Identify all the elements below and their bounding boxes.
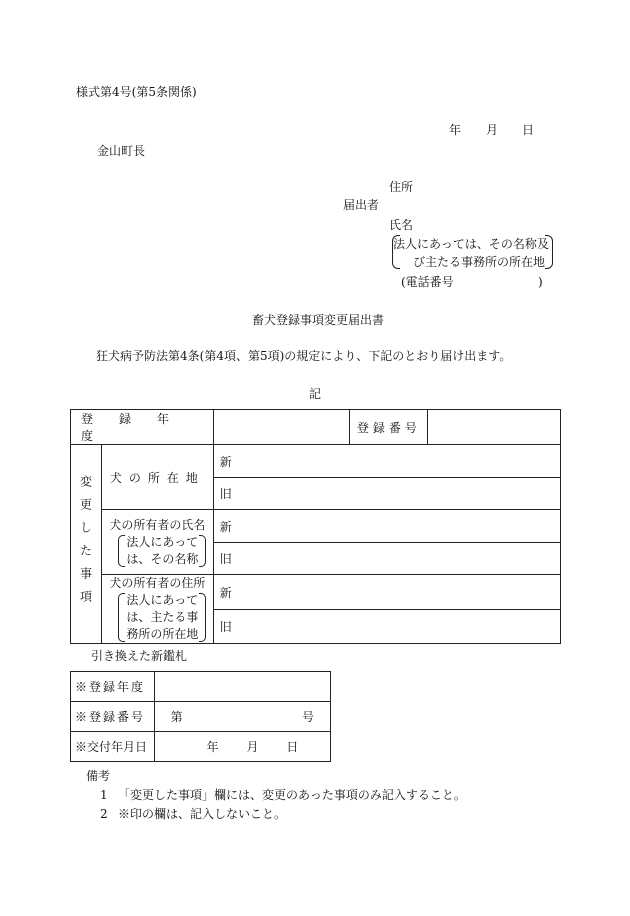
note-2-number: 2: [100, 807, 108, 821]
note-2-text: ※印の欄は、記入しないこと。: [118, 807, 287, 821]
applicant-name-label: 氏名: [389, 218, 414, 232]
tag-reg-number-field[interactable]: [154, 702, 330, 732]
statement: 狂犬病予防法第4条(第4項、第5項)の規定により、下記のとおり届け出ます。: [96, 349, 512, 363]
reg-number-field[interactable]: [428, 410, 561, 445]
owner-name-new-field[interactable]: [213, 510, 560, 543]
document-title: 畜犬登録事項変更届出書: [252, 313, 385, 327]
corporate-note-line2: び主たる事務所の所在地: [413, 255, 546, 269]
addressee: 金山町長: [97, 144, 146, 158]
new-label: 新: [219, 519, 232, 534]
number-suffix: 号: [301, 710, 314, 724]
note-1-text: 「変更した事項」欄には、変更のあった事項のみ記入すること。: [118, 788, 466, 802]
date-year: 年: [449, 123, 462, 137]
notes-heading: 備考: [86, 769, 111, 783]
location-new-field[interactable]: [213, 445, 560, 478]
reg-year-field[interactable]: [213, 410, 350, 445]
reg-year-label: 登録年度: [71, 410, 214, 445]
old-label: 旧: [219, 487, 232, 501]
new-label: 新: [219, 454, 232, 469]
old-label: 旧: [219, 552, 232, 566]
new-label: 新: [219, 585, 232, 600]
issue-year: 年: [206, 740, 219, 754]
tag-reg-year-label: ※登録年度: [71, 672, 155, 702]
dog-location-label: 犬の所在地: [101, 445, 213, 510]
tag-issue-date-field[interactable]: [154, 732, 330, 762]
applicant-label: 届出者: [343, 198, 380, 212]
owner-name-old-field[interactable]: [213, 543, 560, 575]
owner-name-label: 犬の所有者の氏名 法人にあって は、その名称: [101, 510, 213, 575]
number-prefix: 第: [170, 710, 183, 724]
ki-mark: 記: [309, 387, 322, 401]
changed-items-label: 変更した事項: [71, 445, 102, 644]
date-day: 日: [522, 123, 535, 137]
owner-address-old-field[interactable]: [213, 610, 560, 644]
tag-reg-year-field[interactable]: [154, 672, 330, 702]
applicant-address-label: 住所: [389, 180, 414, 194]
owner-address-label: 犬の所有者の住所 法人にあって は、主たる事 務所の所在地: [101, 575, 213, 644]
issue-day: 日: [286, 740, 299, 754]
right-bracket: [545, 235, 553, 269]
note-1-number: 1: [100, 788, 108, 802]
new-tag-heading: 引き換えた新鑑札: [91, 649, 188, 663]
issue-month: 月: [246, 740, 259, 754]
tag-issue-date-label: ※交付年月日: [71, 732, 155, 762]
tag-reg-number-label: ※登録番号: [71, 702, 155, 732]
phone-label: (電話番号: [401, 275, 454, 289]
form-number: 様式第4号(第5条関係): [76, 85, 197, 99]
phone-close: ): [538, 275, 543, 289]
new-tag-table: [70, 671, 331, 762]
location-old-field[interactable]: [213, 478, 560, 510]
owner-address-new-field[interactable]: [213, 575, 560, 610]
old-label: 旧: [219, 620, 232, 634]
change-table: [70, 409, 561, 644]
reg-number-label: 登録番号: [350, 410, 428, 445]
corporate-note-line1: 法人にあっては、その名称及: [393, 237, 549, 251]
date-month: 月: [486, 123, 499, 137]
